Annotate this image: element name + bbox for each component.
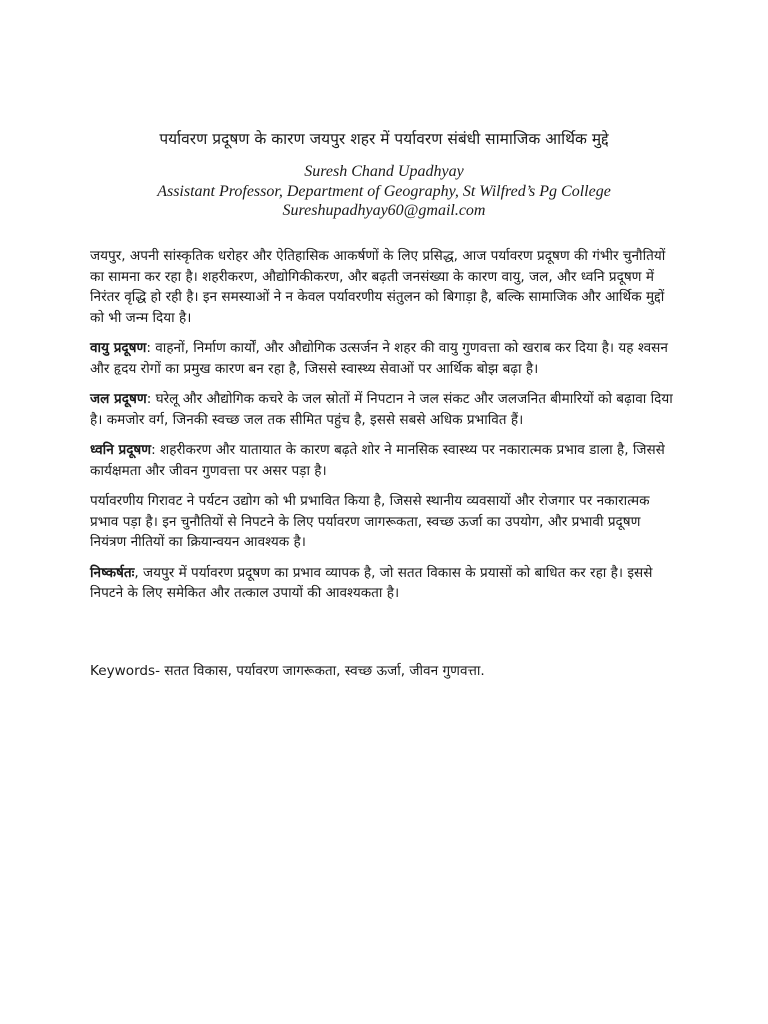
noise-pollution-text: : शहरीकरण और यातायात के कारण बढ़ते शोर ने मानसिक स्वास्थ्य पर नकारात्मक प्रभाव डाला है, जिससे कार्यक्षमता और जीवन गुणवत्ता पर असर पड़ा है। [90,442,665,479]
noise-pollution-term: ध्वनि प्रदूषण [90,442,152,458]
author-affiliation: Assistant Professor, Department of Geography, St Wilfred’s Pg College [157,182,611,200]
conclusion-term: निष्कर्षतः [90,564,135,581]
air-pollution-paragraph [90,338,680,379]
conclusion-paragraph [90,563,680,604]
air-pollution-term: वायु प्रदूषण [90,340,147,356]
air-pollution-text: : वाहनों, निर्माण कार्यों, और औद्योगिक उत्सर्जन ने शहर की वायु गुणवत्ता को खराब कर दिया है। यह श्वसन और हृदय रोगों का प्रमुख कारण बन रहा है, जिससे स्वास्थ्य सेवाओं पर आर्थिक बोझ बढ़ा है। [90,340,668,377]
noise-pollution-paragraph [90,440,680,481]
author-name: Suresh Chand Upadhyay [304,163,464,180]
water-pollution-paragraph [90,389,680,430]
abstract-body [90,246,680,614]
intro-paragraph: जयपुर, अपनी सांस्कृतिक धरोहर और ऐतिहासिक आकर्षणों के लिए प्रसिद्ध, आज पर्यावरण प्रदूषण की गंभीर चुनौतियों का सामना कर रहा है। शहरीकरण, औद्योगिकीकरण, और बढ़ती जनसंख्या के कारण वायु, जल, और ध्वनि प्रदूषण में निरंतर वृद्धि हो रही है। इन समस्याओं ने न केवल पर्यावरणीय संतुलन को बिगाड़ा है, बल्कि सामाजिक और आर्थिक मुद्दों को भी जन्म दिया है। [90,248,666,326]
water-pollution-text: : घरेलू और औद्योगिक कचरे के जल स्रोतों में निपटान ने जल संकट और जलजनित बीमारियों को बढ़ावा दिया है। कमजोर वर्ग, जिनकी स्वच्छ जल तक सीमित पहुंच है, इससे सबसे अधिक प्रभावित हैं। [90,391,673,428]
keywords-line: Keywords- सतत विकास, पर्यावरण जागरूकता, स्वच्छ ऊर्जा, जीवन गुणवत्ता. [90,663,485,679]
author-block [0,162,768,221]
tourism-paragraph: पर्यावरणीय गिरावट ने पर्यटन उद्योग को भी प्रभावित किया है, जिससे स्थानीय व्यवसायों और रोजगार पर नकारात्मक प्रभाव पड़ा है। इन चुनौतियों से निपटने के लिए पर्यावरण जागरूकता, स्वच्छ ऊर्जा का उपयोग, और प्रभावी प्रदूषण नियंत्रण नीतियों का क्रियान्वयन आवश्यक है। [90,493,650,550]
paper-title: पर्यावरण प्रदूषण के कारण जयपुर शहर में पर्यावरण संबंधी सामाजिक आर्थिक मुद्दे [159,130,609,148]
conclusion-text: , जयपुर में पर्यावरण प्रदूषण का प्रभाव व्यापक है, जो सतत विकास के प्रयासों को बाधित कर रहा है। इससे निपटने के लिए समेकित और तत्काल उपायों की आवश्यकता है। [90,564,653,601]
water-pollution-term: जल प्रदूषण [90,391,147,407]
author-email: Sureshupadhyay60@gmail.com [282,202,486,219]
